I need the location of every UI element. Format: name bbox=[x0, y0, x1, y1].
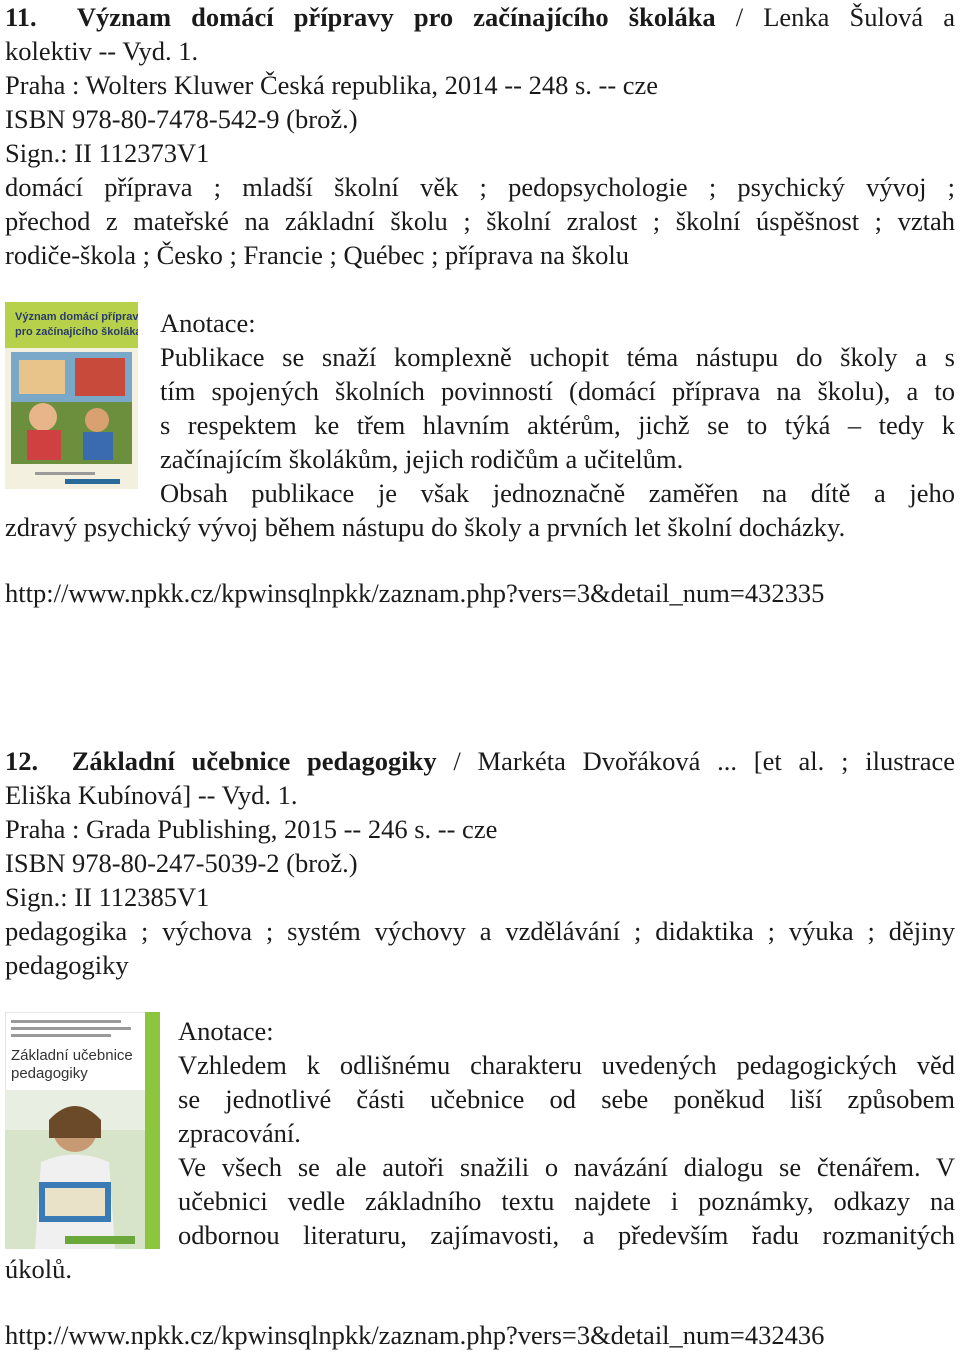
record-url[interactable]: http://www.npkk.cz/kpwinsqlnpkk/zaznam.php?vers=3&detail_num=432335 bbox=[5, 578, 825, 608]
annotation-line: učebnici vedle základního textu najdete i poznámky, odkazy na bbox=[178, 1186, 955, 1216]
annotation-line: zdravý psychický vývoj během nástupu do školy a prvních let školní docházky. bbox=[5, 512, 846, 542]
annotation-line: zpracování. bbox=[178, 1118, 301, 1148]
record-signature: Sign.: II 112373V1 bbox=[5, 138, 210, 168]
record-isbn: ISBN 978-80-7478-542-9 (brož.) bbox=[5, 104, 358, 134]
record-number: 11. bbox=[5, 2, 37, 32]
annotation-line: se jednotlivé části učebnice od sebe poněkud liší způsobem bbox=[178, 1084, 955, 1114]
record-isbn: ISBN 978-80-247-5039-2 (brož.) bbox=[5, 848, 358, 878]
svg-text:Základní učebnice: Základní učebnice bbox=[11, 1047, 133, 1064]
annotation-line: Obsah publikace je však jednoznačně zaměřen na dítě a jeho bbox=[160, 478, 955, 508]
record-keywords-line: pedagogiky bbox=[5, 950, 129, 980]
record-authors: / Lenka Šulová a bbox=[715, 2, 956, 32]
record-keywords-line: přechod z mateřské na základní školu ; školní zralost ; školní úspěšnost ; vztah bbox=[5, 206, 955, 236]
record-publisher: Praha : Wolters Kluwer Česká republika, 2014 -- 248 s. -- cze bbox=[5, 70, 659, 100]
record-heading bbox=[5, 744, 955, 778]
record-publisher: Praha : Grada Publishing, 2015 -- 246 s. -- cze bbox=[5, 814, 498, 844]
record-authors-cont: kolektiv -- Vyd. 1. bbox=[5, 36, 199, 66]
svg-text:pro začínajícího školáka: pro začínajícího školáka bbox=[15, 326, 138, 338]
annotation-line: Vzhledem k odlišnému charakteru uvedených pedagogických věd bbox=[178, 1050, 955, 1080]
book-cover-image bbox=[5, 1012, 160, 1249]
record-title: Základní učebnice pedagogiky bbox=[71, 746, 437, 776]
svg-text:Význam domácí přípravy: Význam domácí přípravy bbox=[15, 311, 138, 323]
record-keywords-line: pedagogika ; výchova ; systém výchovy a vzdělávání ; didaktika ; výuka ; dějiny bbox=[5, 916, 955, 946]
record-keywords-line: rodiče-škola ; Česko ; Francie ; Québec ; příprava na školu bbox=[5, 240, 630, 270]
record-link[interactable] bbox=[5, 576, 824, 610]
annotation-line: odbornou literaturu, zajímavosti, a především řadu rozmanitých bbox=[178, 1220, 955, 1250]
annotation-line: Ve všech se ale autoři snažili o navázání dialogu se čtenářem. V bbox=[178, 1152, 955, 1182]
record-number: 12. bbox=[5, 746, 39, 776]
annotation-label: Anotace: bbox=[160, 308, 256, 338]
annotation-line: s respektem ke třem hlavním aktérům, jichž se to týká – tedy k bbox=[160, 410, 955, 440]
annotation-line: Publikace se snaží komplexně uchopit téma nástupu do školy a s bbox=[160, 342, 955, 372]
record-authors-cont: Eliška Kubínová] -- Vyd. 1. bbox=[5, 780, 298, 810]
record-authors: / Markéta Dvořáková ... [et al. ; ilustrace bbox=[436, 746, 955, 776]
record-heading bbox=[5, 0, 955, 34]
record-signature: Sign.: II 112385V1 bbox=[5, 882, 210, 912]
record-title: Význam domácí přípravy pro začínajícího školáka bbox=[76, 2, 716, 32]
record-link[interactable] bbox=[5, 1318, 824, 1352]
annotation-line: začínajícím školákům, jejich rodičům a učitelům. bbox=[160, 444, 684, 474]
record-keywords-line: domácí příprava ; mladší školní věk ; pedopsychologie ; psychický vývoj ; bbox=[5, 172, 955, 202]
svg-text:pedagogiky: pedagogiky bbox=[11, 1065, 88, 1082]
book-cover-image bbox=[5, 302, 138, 489]
annotation-label: Anotace: bbox=[178, 1016, 274, 1046]
annotation-line: tím spojených školních povinností (domácí příprava na školu), a to bbox=[160, 376, 955, 406]
record-url[interactable]: http://www.npkk.cz/kpwinsqlnpkk/zaznam.php?vers=3&detail_num=432436 bbox=[5, 1320, 825, 1350]
annotation-line: úkolů. bbox=[5, 1254, 72, 1284]
